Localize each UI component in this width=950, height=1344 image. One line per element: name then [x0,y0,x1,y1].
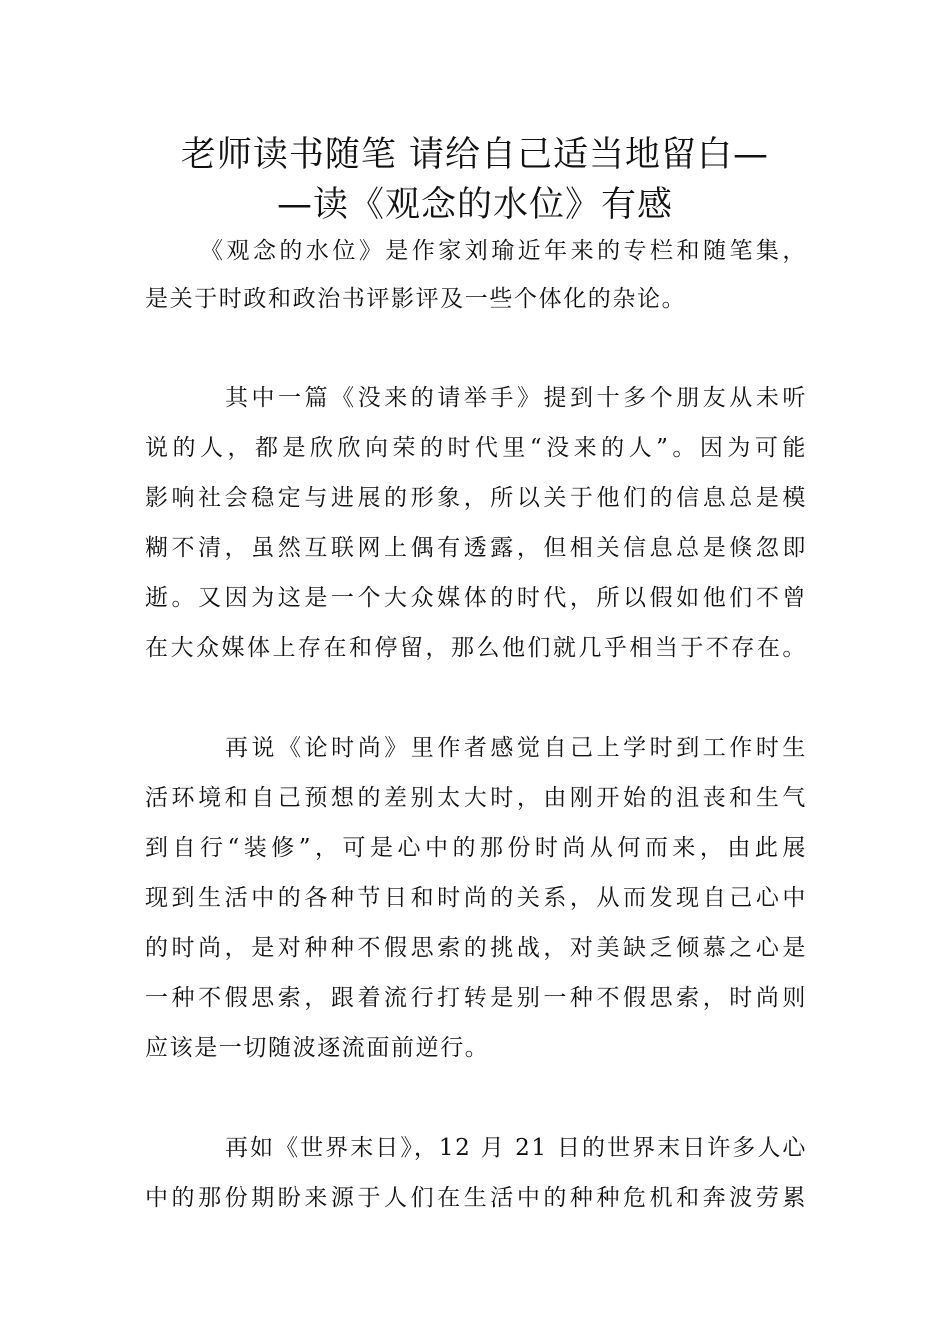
paragraph-line: 一种不假思索，跟着流行打转是别一种不假思索，时尚则 [145,985,807,1011]
paragraph-line: 的时尚，是对种种不假思索的挑战，对美缺乏倾慕之心是 [145,935,807,961]
paragraph-line: 糊不清，虽然互联网上偶有透露，但相关信息总是倏忽即 [145,535,807,561]
paragraph-line: 其中一篇《没来的请举手》提到十多个朋友从未听 [225,385,807,411]
paragraph-line: 逝。又因为这是一个大众媒体的时代，所以假如他们不曾 [145,585,807,611]
paragraph-line: 《观念的水位》是作家刘瑜近年来的专栏和随笔集， [200,238,807,264]
paragraph-line: 到自行“装修”，可是心中的那份时尚从何而来，由此展 [145,835,807,861]
paragraph-line: 影响社会稳定与进展的形象，所以关于他们的信息总是模 [145,485,807,511]
paragraph-line: 应该是一切随波逐流面前逆行。 [145,1035,490,1061]
paragraph-line: 中的那份期盼来源于人们在生活中的种种危机和奔波劳累 [145,1185,807,1211]
paragraph-line: 是关于时政和政治书评影评及一些个体化的杂论。 [145,286,687,312]
paragraph-line: 说的人，都是欣欣向荣的时代里“没来的人”。因为可能 [145,435,807,461]
paragraph-line: 现到生活中的各种节日和时尚的关系，从而发现自己心中 [145,885,807,911]
document-title [140,130,810,230]
paragraph-line: 再说《论时尚》里作者感觉自己上学时到工作时生 [225,735,807,761]
paragraph-line: 再如《世界末日》，12 月 21 日的世界末日许多人心 [225,1135,807,1161]
paragraph-line: 活环境和自己预想的差别太大时，由刚开始的沮丧和生气 [145,785,807,811]
title-line-1: 老师读书随笔 请给自己适当地留白— [180,135,770,175]
paragraph-line: 在大众媒体上存在和停留，那么他们就几乎相当于不存在。 [145,635,807,661]
title-line-2: —读《观念的水位》有感 [276,185,673,225]
